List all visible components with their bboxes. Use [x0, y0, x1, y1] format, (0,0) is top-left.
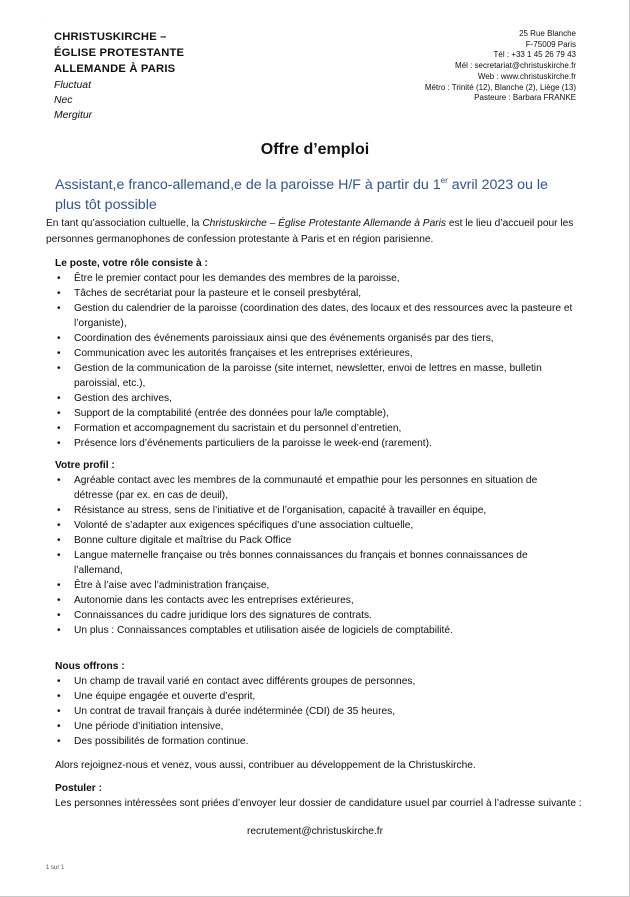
apply-text: Les personnes intéressées sont priées d’envoyer leur dossier de candidature usuel par courriel à l’adresse suivante :	[55, 798, 582, 809]
role-list	[55, 271, 575, 451]
list-item: • Être à l’aise avec l’administration française,	[55, 578, 575, 593]
org-name-line-1: CHRISTUSKIRCHE –	[54, 31, 167, 43]
subtitle-text-end: avril 2023 ou le plus tôt possible	[55, 177, 548, 213]
list-item: • Une équipe engagée et ouverte d’esprit,	[55, 689, 575, 704]
list-item: • Un contrat de travail français à durée indéterminée (CDI) de 35 heures,	[55, 704, 575, 719]
list-item: • Bonne culture digitale et maîtrise du Pack Office	[55, 533, 575, 548]
address-pastor: Pasteure : Barbara FRANKE	[474, 93, 576, 103]
application-email: recrutement@christuskirche.fr	[246, 826, 384, 837]
list-item: • Autonomie dans les contacts avec les entreprises extérieures,	[55, 593, 575, 608]
list-item: • Un champ de travail varié en contact avec différents groupes de personnes,	[55, 674, 575, 689]
offer-section	[55, 659, 575, 749]
list-item: • Connaissances du cadre juridique lors des signatures de contrats.	[55, 608, 575, 623]
list-item: • Résistance au stress, sens de l’initiative et de l’organisation, capacité à travailler en équipe,	[55, 503, 575, 518]
intro-paragraph	[46, 216, 591, 247]
offer-list	[55, 674, 575, 749]
subtitle-superscript: er	[440, 176, 448, 185]
list-item: • Gestion de la communication de la paroisse (site internet, newsletter, envoi de lettres en masse, bulletin paroissial, etc.),	[55, 361, 575, 391]
list-item: • Support de la comptabilité (entrée des données pour la/le comptable),	[55, 406, 575, 421]
offer-heading: Nous offrons :	[55, 661, 125, 672]
profile-heading: Votre profil :	[55, 460, 115, 471]
motto-line-1: Fluctuat	[54, 80, 91, 91]
motto-line-2: Nec	[54, 95, 73, 106]
intro-text-end: est le lieu d’accueil pour les personnes germanophones de confession protestante à Paris et en région parisienne.	[46, 218, 574, 245]
profile-list	[55, 473, 575, 638]
intro-text-start: En tant qu’association cultuelle, la	[46, 218, 203, 229]
org-name-line-2: ÉGLISE PROTESTANTE	[54, 47, 185, 59]
role-heading: Le poste, votre rôle consiste à :	[55, 258, 208, 269]
contact-address-block	[425, 29, 576, 104]
list-item: • Formation et accompagnement du sacristain et du personnel d’entretien,	[55, 421, 575, 436]
list-item: • Présence lors d’événements particuliers de la paroisse le week-end (rarement).	[55, 436, 575, 451]
list-item: • Agréable contact avec les membres de la communauté et empathie pour les personnes en situation de détresse (par ex. en cas de deuil),	[55, 473, 575, 503]
list-item: • Une période d’initiation intensive,	[55, 719, 575, 734]
apply-heading: Postuler :	[55, 783, 102, 794]
document-title: Offre d’emploi	[260, 141, 370, 158]
list-item: • Langue maternelle française ou très bonnes connaissances du français et bonnes connaissances de l’allemand,	[55, 548, 575, 578]
role-section	[55, 256, 575, 451]
motto-line-3: Mergitur	[54, 110, 93, 121]
address-city: F-75009 Paris	[525, 39, 576, 49]
subtitle-text-start: Assistant,e franco-allemand,e de la paroisse H/F à partir du 1	[55, 177, 441, 193]
address-phone: Tél : +33 1 45 26 79 43	[493, 50, 576, 60]
address-metro: Métro : Trinité (12), Blanche (2), Liège (13)	[424, 82, 576, 92]
page-number: 1 sur 1	[46, 865, 65, 871]
list-item: • Coordination des événements paroissiaux ainsi que des événements organisés par des tiers,	[55, 331, 575, 346]
closing-section	[55, 758, 575, 773]
motto	[54, 78, 244, 123]
apply-section	[55, 781, 585, 811]
org-name-line-3: ALLEMANDE À PARIS	[54, 63, 176, 75]
list-item: • Volonté de s’adapter aux exigences spécifiques d’une association cultuelle,	[55, 518, 575, 533]
closing-text: Alors rejoignez-nous et venez, vous aussi, contribuer au développement de la Christuskirche.	[55, 760, 476, 771]
list-item: • Des possibilités de formation continue.	[55, 734, 575, 749]
list-item: • Un plus : Connaissances comptables et utilisation aisée de logiciels de comptabilité.	[55, 623, 575, 638]
profile-section	[55, 458, 575, 638]
intro-church-name: Christuskirche – Église Protestante Allemande à Paris	[202, 218, 446, 229]
job-subtitle	[55, 175, 575, 215]
list-item: • Communication avec les autorités françaises et les entreprises extérieures,	[55, 346, 575, 361]
list-item: • Gestion du calendrier de la paroisse (coordination des dates, des locaux et des ressources avec la pasteure et l’organiste),	[55, 301, 575, 331]
list-item: • Gestion des archives,	[55, 391, 575, 406]
address-street: 25 Rue Blanche	[519, 29, 576, 38]
corner-mark: .	[44, 14, 46, 19]
address-web: Web : www.christuskirche.fr	[477, 71, 576, 81]
organization-block	[54, 29, 244, 123]
list-item: • Tâches de secrétariat pour la pasteure et le conseil presbytéral,	[55, 286, 575, 301]
address-email: Mél : secretariat@christuskirche.fr	[454, 61, 576, 71]
list-item: • Être le premier contact pour les demandes des membres de la paroisse,	[55, 271, 575, 286]
